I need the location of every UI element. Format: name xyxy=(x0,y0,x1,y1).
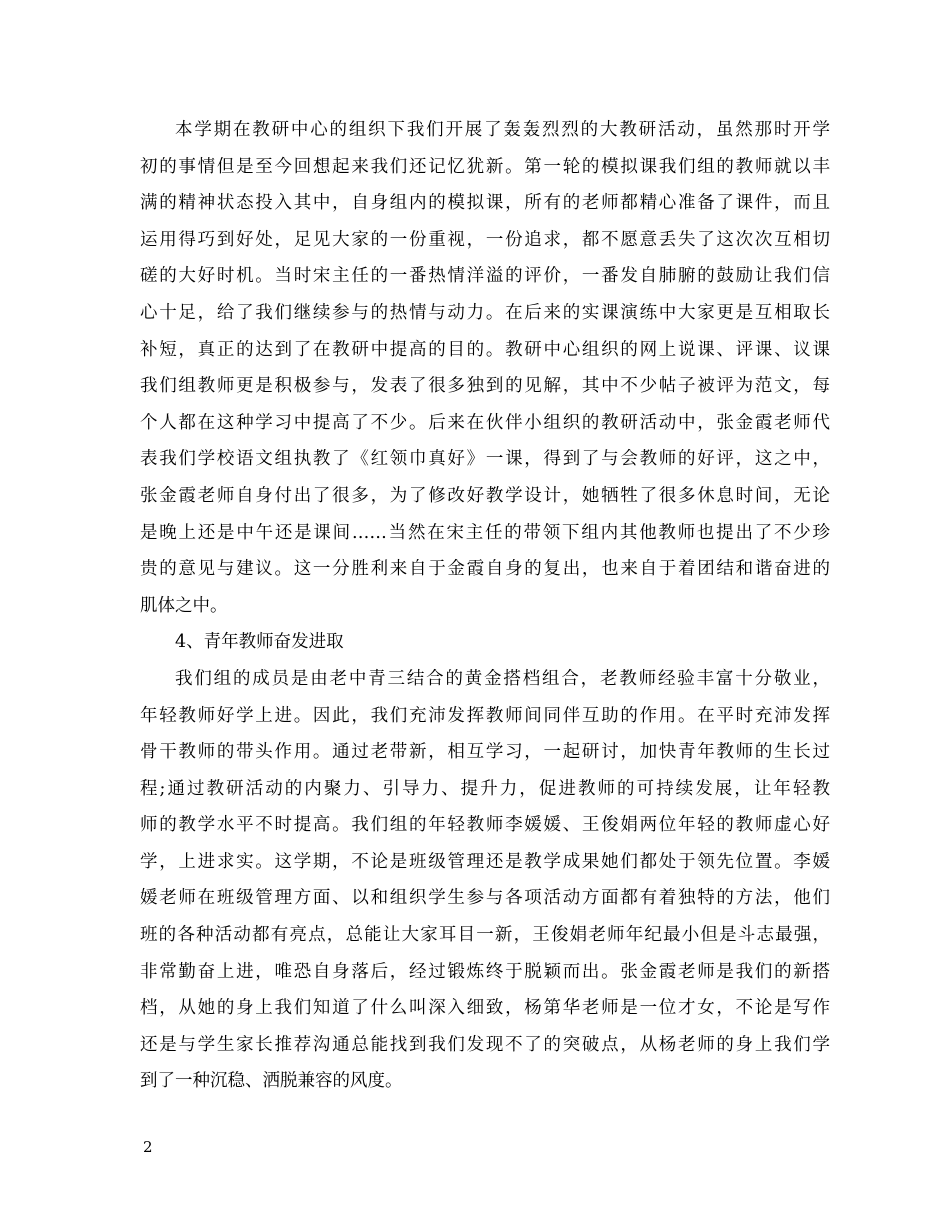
text-line: 学，上进求实。这学期，不论是班级管理还是教学成果她们都处于领先位置。李媛 xyxy=(140,851,830,872)
text-line: 初的事情但是至今回想起来我们还记忆犹新。第一轮的模拟课我们组的教师就以丰 xyxy=(140,156,830,177)
paragraph-young-teachers xyxy=(140,661,830,1100)
text-line: 心十足，给了我们继续参与的热情与动力。在后来的实课演练中大家更是互相取长 xyxy=(140,302,830,323)
paragraph-teaching-research xyxy=(140,112,830,624)
text-line: 我们组教师更是积极参与，发表了很多独到的见解，其中不少帖子被评为范文，每 xyxy=(140,376,830,397)
text-line: 年轻教师好学上进。因此，我们充沛发挥教师间同伴互助的作用。在平时充沛发挥 xyxy=(140,705,830,726)
text-line: 运用得巧到好处，足见大家的一份重视，一份追求，都不愿意丢失了这次次互相切 xyxy=(140,229,830,250)
page-number: 2 xyxy=(143,1138,153,1156)
text-line: 非常勤奋上进，唯恐自身落后，经过锻炼终于脱颖而出。张金霞老师是我们的新搭 xyxy=(140,961,830,982)
text-line: 是晚上还是中午还是课间……当然在宋主任的带领下组内其他教师也提出了不少珍 xyxy=(140,522,830,543)
text-line: 贵的意见与建议。这一分胜利来自于金霞自身的复出，也来自于着团结和谐奋进的 xyxy=(140,559,830,580)
section-heading xyxy=(140,624,830,661)
text-line: 到了一种沉稳、洒脱兼容的风度。 xyxy=(140,1071,403,1092)
text-line: 表我们学校语文组执教了《红领巾真好》一课，得到了与会教师的好评，这之中， xyxy=(140,449,830,470)
text-line: 骨干教师的带头作用。通过老带新，相互学习，一起研讨，加快青年教师的生长过 xyxy=(140,742,830,763)
text-line: 媛老师在班级管理方面、以和组织学生参与各项活动方面都有着独特的方法，他们 xyxy=(140,888,830,909)
text-line: 档，从她的身上我们知道了什么叫深入细致，杨第华老师是一位才女，不论是写作 xyxy=(140,998,830,1019)
text-line: 程;通过教研活动的内聚力、引导力、提升力，促进教师的可持续发展，让年轻教 xyxy=(140,778,830,799)
text-line: 班的各种活动都有亮点，总能让大家耳目一新，王俊娟老师年纪最小但是斗志最强， xyxy=(140,925,830,946)
text-line: 我们组的成员是由老中青三结合的黄金搭档组合，老教师经验丰富十分敬业， xyxy=(175,668,830,689)
text-line: 个人都在这种学习中提高了不少。后来在伙伴小组织的教研活动中，张金霞老师代 xyxy=(140,412,830,433)
document-body xyxy=(140,112,830,1100)
text-line: 补短，真正的达到了在教研中提高的目的。教研中心组织的网上说课、评课、议课 xyxy=(140,339,830,360)
text-line: 本学期在教研中心的组织下我们开展了轰轰烈烈的大教研活动，虽然那时开学 xyxy=(175,120,830,140)
text-line: 满的精神状态投入其中，自身组内的模拟课，所有的老师都精心准备了课件，而且 xyxy=(140,193,830,214)
text-line: 还是与学生家长推荐沟通总能找到我们发现不了的突破点，从杨老师的身上我们学 xyxy=(140,1034,830,1055)
text-line: 张金霞老师自身付出了很多，为了修改好教学设计，她牺牲了很多休息时间，无论 xyxy=(140,485,830,506)
text-line: 师的教学水平不时提高。我们组的年轻教师李媛媛、王俊娟两位年轻的教师虚心好 xyxy=(140,815,830,836)
text-line: 肌体之中。 xyxy=(140,595,228,616)
section-heading-text: 4、青年教师奋发进取 xyxy=(175,632,344,653)
text-line: 磋的大好时机。当时宋主任的一番热情洋溢的评价，一番发自肺腑的鼓励让我们信 xyxy=(140,266,830,287)
